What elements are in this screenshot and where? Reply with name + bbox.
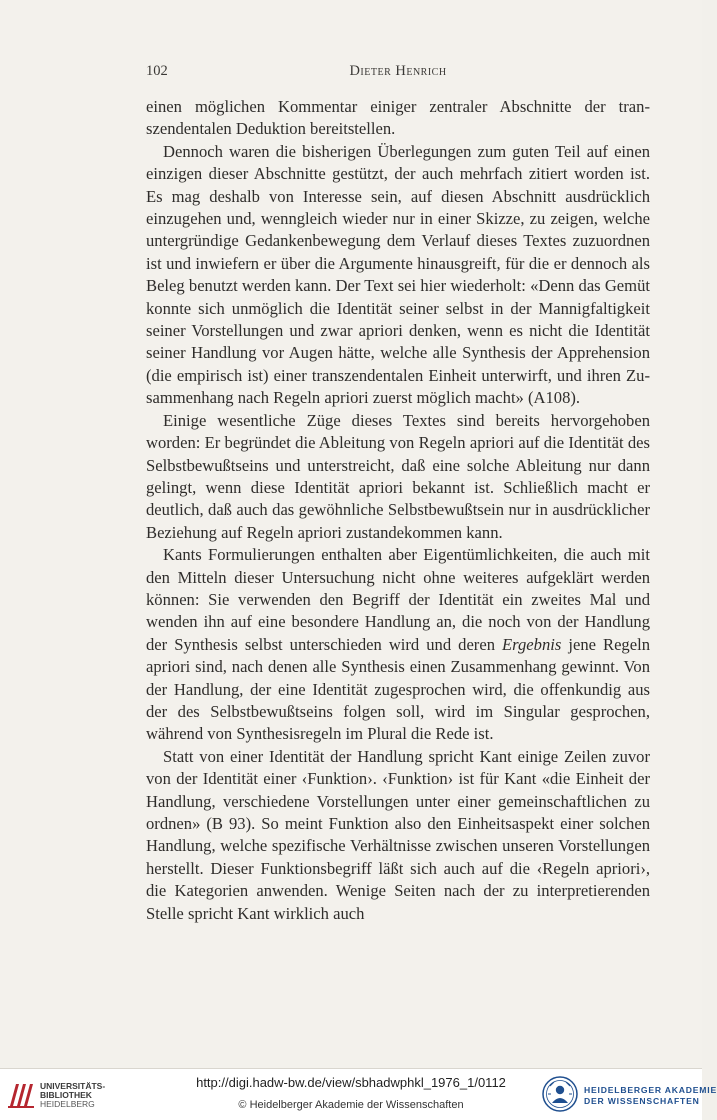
- hadw-line-1: HEIDELBERGER AKADEMIE: [584, 1085, 717, 1095]
- hadw-logo-text: [584, 1085, 717, 1107]
- paragraph-2: Dennoch waren die bisherigen Überlegungen zum guten Teil auf einen einzigen dieser Abschnitte gestützt, der auch mehrfach zitiert worden ist. Es mag deshalb von Interesse sein, auf diesen Abschnitt ausdrücklich einzugehen und, wenngleich wieder nur in einer Skizze, zu zeigen, welche untergründige Gedankenbewegung dem Verlauf dieses Textes zuzuordnen ist und inwiefern er über die Argumente hinausgreift, für die er dennoch als Beleg benutzt werden kann. Der Text sei hier wiederholt: «Denn das Gemüt konnte sich unmöglich die Identität seiner selbst in der Mannigfaltigkeit seiner Vorstellungen und zwar apriori denken, wenn es nicht die Identität seiner Handlung vor Augen hätte, welche alle Synthesis der Apprehension (die empirisch ist) einer transzendentalen Einheit unterwirft, und ihren Zusammenhang nach Regeln apriori zuerst möglich macht» (A108).: [146, 141, 650, 408]
- page-header: [146, 63, 650, 83]
- paragraph-4: [146, 544, 650, 746]
- paragraph-1: einen möglichen Kommentar einiger zentraler Abschnitte der transzendentalen Deduktion bereitstellen.: [146, 97, 650, 139]
- paragraph-4-part-2: jene Regeln apriori sind, nach denen alle Synthesis einen Zusammenhang gewinnt. Von der Handlung, der eine Identität zugesprochen wird, die offenkundig aus der des Selbstbewußtseins folgen soll, wird im Singular gesprochen, während von Synthesisregeln im Plural die Rede ist.: [146, 634, 650, 744]
- hadw-line-2: DER WISSENSCHAFTEN: [584, 1096, 700, 1106]
- ub-line-1: UNIVERSITÄTS-: [40, 1081, 106, 1091]
- ub-line-3: HEIDELBERG: [40, 1099, 95, 1109]
- paragraph-4-part-1: Kants Formulierungen enthalten aber Eigentümlichkeiten, die auch mit den Mitteln dieser Untersuchung nicht ohne weiteres aufgeklärt werden können: Sie verwenden den Begriff der Identität ein zweites Mal und wenden ihn auf eine besondere Handlung an, die noch von der Handlung der Synthesis selbst unterschieden wird und deren: [146, 545, 650, 654]
- emphasis-ergebnis: Ergebnis: [502, 634, 562, 654]
- permalink-url[interactable]: http://digi.hadw-bw.de/view/sbhadwphkl_1976_1/0112: [196, 1075, 506, 1090]
- hadw-logo[interactable]: [542, 1076, 717, 1114]
- academy-seal-icon: [542, 1076, 578, 1112]
- paragraph-3: Einige wesentliche Züge dieses Textes sind bereits hervorgehoben worden: Er begründet die Ableitung von Regeln apriori auf die Identität des Selbstbewußtseins und unterstreicht, daß eine solche Ableitung nur dann gelingt, wenn diese Identität apriori bekannt ist. Schließlich macht er deutlich, daß auch das gewöhnliche Selbstbewußtsein nur in ausdrücklicher Beziehung auf Regeln apriori zustandekommen kann.: [146, 410, 650, 542]
- digitization-footer: [0, 1068, 717, 1120]
- copyright-notice: © Heidelberger Akademie der Wissenschaften: [238, 1099, 464, 1111]
- page-number: 102: [146, 63, 168, 79]
- running-head: Dieter Henrich: [349, 63, 447, 79]
- body-text: [146, 96, 650, 925]
- paragraph-5: Statt von einer Identität der Handlung spricht Kant einige Zeilen zuvor von der Identität einer ‹Funktion›. ‹Funktion› ist für Kant «die Einheit der Handlung, verschiedene Vorstellungen unter einer gemeinschaftlichen zu ordnen» (B 93). So meint Funktion also den Einheitsaspekt einer solchen Handlung, welche spezifische Verhältnisse zwischen unseren Vorstellungen herstellt. Dieser Funktionsbegriff läßt sich auch auf die ‹Regeln apriori›, die Kategorien anwenden. Wenige Seiten nach der zu interpretierenden Stelle spricht Kant wirklich auch: [146, 746, 650, 923]
- ub-line-2: BIBLIOTHEK: [40, 1090, 92, 1100]
